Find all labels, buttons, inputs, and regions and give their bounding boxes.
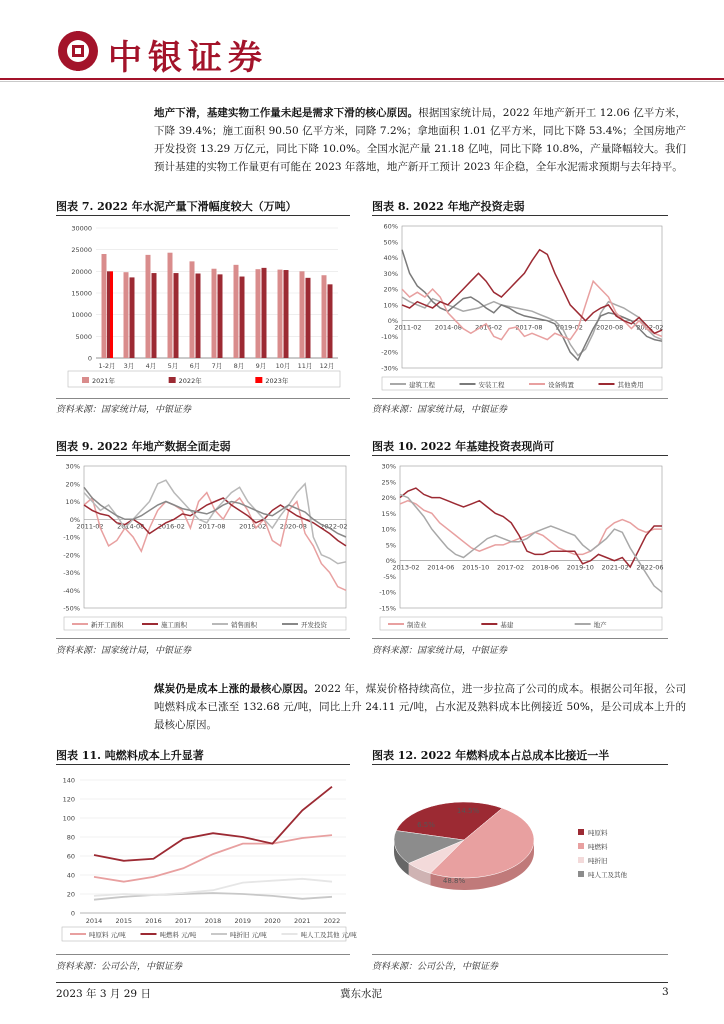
fig10-xtick-label: 2017-02 [496, 563, 525, 572]
fig10-legend-label: 基建 [500, 621, 514, 629]
fig8-legend-label: 安装工程 [478, 381, 505, 389]
fig9-ytick-label: -10% [63, 533, 80, 542]
fig7-xtick-label: 11月 [297, 362, 313, 370]
fig7-bar-2022 [218, 274, 223, 358]
fig7-xtick-label: 5月 [167, 362, 179, 370]
fig10-xtick-label: 2013-02 [392, 563, 420, 572]
fig7-bar-2022 [196, 274, 201, 359]
footer-company: 冀东水泥 [340, 988, 382, 1000]
fig8-ytick-label: -30% [381, 364, 398, 373]
fig7-legend-label: 2021年 [92, 377, 116, 385]
fig10-series-line [400, 494, 662, 592]
fig9-ytick-label: 30% [65, 462, 80, 471]
fig11-title: 图表 11. 吨燃料成本上升显著 [56, 749, 204, 762]
fig9-ytick-label: -20% [63, 551, 80, 560]
fig8-series-line [402, 250, 662, 360]
fig7-legend-swatch [169, 377, 176, 383]
pie-legend-swatch [578, 857, 584, 863]
fig9-ytick-label: 0% [69, 515, 80, 524]
fig10-xtick-label: 2015-10 [462, 563, 490, 572]
fig7-bar-2022 [174, 273, 179, 358]
fig11-ytick-label: 60 [66, 852, 75, 861]
fig12-top-rule [372, 764, 668, 765]
footer-date: 2023 年 3 月 29 日 [56, 988, 151, 1000]
pie-label-depreciation: 6.5% [417, 821, 435, 829]
pie-legend-swatch [578, 829, 584, 835]
fig11-ytick-label: 40 [66, 871, 75, 880]
fig10-xtick-label: 2021-02 [601, 563, 629, 572]
fig11-ytick-label: 140 [62, 776, 75, 785]
pie-legend-label: 吨折旧 [588, 857, 608, 865]
paragraph-coal-cost [154, 680, 686, 734]
fig7-bar-2021 [102, 254, 107, 358]
fig9-series-line [84, 493, 346, 591]
paragraph-real-estate [154, 104, 686, 176]
fig7-bar-2022 [152, 273, 157, 358]
fig11-chart [56, 768, 357, 948]
fig7-legend-swatch [82, 377, 89, 383]
fig11-xtick-label: 2014 [85, 917, 103, 925]
fig10-chart [372, 458, 668, 636]
fig9-top-rule [56, 455, 350, 456]
fig10-ytick-label: 30% [381, 462, 396, 471]
fig8-ytick-label: -20% [381, 348, 398, 357]
fig9-chart [56, 458, 350, 636]
fig9-ytick-label: -30% [63, 569, 80, 577]
header-rule-thin [0, 81, 724, 82]
fig9-xtick-label: 2017-08 [198, 522, 226, 531]
fig8-ytick-label: -10% [381, 332, 398, 341]
footer-page-number: 3 [662, 986, 669, 998]
fig7-ytick-label: 25000 [71, 246, 92, 255]
fig11-source: 资料来源：公司公告，中银证券 [56, 962, 183, 972]
fig7-legend-swatch [255, 377, 262, 383]
fig7-bar-2023 [110, 271, 113, 358]
fig8-ytick-label: 20% [383, 285, 398, 294]
fig11-ytick-label: 0 [70, 909, 75, 918]
pie-legend-label: 吨原料 [588, 829, 608, 837]
fig7-ytick-label: 5000 [75, 332, 92, 341]
fig8-xtick-label: 2020-08 [596, 323, 624, 332]
fig10-ytick-label: -10% [379, 588, 396, 597]
fig9-bottom-rule [56, 638, 350, 639]
fig11-bottom-rule [56, 954, 350, 955]
fig8-source: 资料来源：国家统计局，中银证券 [372, 405, 508, 415]
fig10-series-line [400, 501, 662, 555]
fig10-ytick-label: 20% [381, 494, 396, 503]
fig7-xtick-label: 10月 [275, 362, 291, 370]
fig7-xtick-label: 1-2月 [98, 362, 116, 370]
fig11-xtick-label: 2019 [234, 917, 252, 925]
fig9-ytick-label: 20% [65, 480, 80, 489]
para2-lead: 煤炭仍是成本上涨的最核心原因。 [154, 683, 315, 695]
fig10-ytick-label: -15% [379, 604, 396, 613]
fig8-ytick-label: 0% [387, 317, 398, 326]
fig9-legend-label: 施工面积 [161, 621, 187, 629]
header-rule [0, 78, 724, 80]
fig7-xtick-label: 6月 [189, 362, 201, 370]
fig9-source: 资料来源：国家统计局，中银证券 [56, 646, 192, 656]
fig7-bar-2022 [328, 284, 333, 358]
fig9-title: 图表 9. 2022 年地产数据全面走弱 [56, 440, 231, 453]
fig11-xtick-label: 2020 [264, 917, 281, 925]
fig9-ytick-label: 10% [65, 498, 80, 506]
pie-legend-label: 吨燃料 [588, 843, 608, 851]
fig8-xtick-label: 2022-02 [636, 323, 664, 332]
boc-logo-icon [58, 31, 98, 71]
fig10-xtick-label: 2019-10 [566, 563, 594, 572]
fig11-legend-label: 吨人工及其他 元/吨 [300, 931, 357, 939]
fig7-ytick-label: 15000 [71, 289, 92, 298]
fig11-xtick-label: 2022 [323, 917, 341, 925]
fig12-chart [372, 768, 668, 948]
fig7-bar-2021 [256, 269, 261, 358]
fig8-xtick-label: 2016-02 [475, 323, 503, 332]
fig7-ytick-label: 0 [87, 354, 92, 363]
fig9-xtick-label: 2020-08 [279, 522, 307, 531]
fig7-legend-label: 2022年 [178, 377, 202, 385]
fig7-bar-2021 [234, 265, 239, 358]
fig11-ytick-label: 100 [62, 814, 75, 823]
fig10-title: 图表 10. 2022 年基建投资表现尚可 [372, 440, 555, 453]
fig7-bar-2021 [190, 261, 195, 358]
pie-legend-label: 吨人工及其他 [588, 871, 627, 879]
fig9-xtick-label: 2019-02 [239, 522, 267, 531]
fig10-bottom-rule [372, 638, 668, 639]
fig11-legend-label: 吨燃料 元/吨 [159, 931, 197, 939]
fig7-ytick-label: 20000 [71, 267, 92, 276]
fig7-bar-2021 [168, 253, 173, 358]
fig9-xtick-label: 2016-02 [157, 522, 185, 531]
fig7-bar-2021 [146, 255, 151, 358]
fig7-xtick-label: 8月 [233, 362, 245, 370]
fig9-legend-label: 新开工面积 [91, 621, 124, 629]
fig11-legend-label: 吨原料 元/吨 [89, 931, 126, 939]
fig11-legend-label: 吨折旧 元/吨 [230, 931, 267, 939]
fig10-legend-label: 地产 [593, 621, 607, 629]
fig7-bar-2021 [300, 271, 305, 358]
fig9-xtick-label: 2011-02 [76, 522, 104, 531]
fig10-ytick-label: -5% [383, 572, 396, 581]
fig12-title: 图表 12. 2022 年燃料成本占总成本比接近一半 [372, 749, 610, 762]
fig7-bar-2021 [124, 272, 129, 358]
fig11-xtick-label: 2021 [293, 917, 311, 925]
fig10-ytick-label: 15% [381, 509, 396, 518]
fig10-legend-label: 制造业 [407, 621, 427, 629]
fig8-ytick-label: 40% [383, 254, 398, 263]
pie-legend-swatch [578, 843, 584, 849]
fig8-xtick-label: 2019-02 [555, 323, 583, 332]
fig7-bar-2022 [107, 271, 110, 358]
fig7-top-rule [56, 215, 350, 216]
fig8-legend-label: 设备购置 [548, 381, 574, 389]
fig12-source: 资料来源：公司公告，中银证券 [372, 962, 499, 972]
fig11-ytick-label: 120 [62, 795, 75, 804]
fig11-xtick-label: 2018 [204, 917, 222, 925]
fig7-xtick-label: 4月 [145, 362, 157, 370]
fig7-bar-2022 [130, 277, 135, 358]
fig8-ytick-label: 10% [383, 301, 398, 310]
fig7-ytick-label: 30000 [71, 224, 92, 233]
fig11-series-line [94, 787, 332, 861]
fig11-xtick-label: 2017 [174, 917, 192, 925]
fig8-chart [372, 218, 668, 396]
fig7-xtick-label: 9月 [255, 362, 267, 370]
fig10-series-line [400, 488, 662, 567]
pie-label-fuel: 48.8% [442, 877, 466, 885]
fig10-ytick-label: 25% [381, 478, 396, 487]
para2-body: 2022 年，煤炭价格持续高位，进一步拉高了公司的成本。根据公司年报，公司吨燃料成本已涨至 132.68 元/吨，同比上升 24.11 元/吨，占水泥及熟料成本比例接近 50%，是公司成本上升的最核心原因。 [154, 683, 687, 731]
pie-label-labor: 14.5% [456, 807, 480, 815]
fig7-bar-2022 [262, 268, 267, 358]
fig10-xtick-label: 2022-06 [636, 563, 664, 572]
fig11-top-rule [56, 764, 350, 765]
fig9-ytick-label: -50% [63, 604, 80, 613]
fig8-ytick-label: 30% [383, 269, 398, 278]
para1-body: 根据国家统计局，2022 年地产新开工 12.06 亿平方米，下降 39.4%；施工面积 90.50 亿平方米，同降 7.2%；拿地面积 1.01 亿平方米，同比下降 53.4%；全国房地产开发投资 13.29 万亿元，同比下降 10.0%。全国水泥产量 21.18 亿吨，同比下降 10.8%，产量降幅较大。我们预计基建的实物工作量更有可能在 2023 年落地，地产新开工预计 2023 年企稳，全年水泥需求预期与去年持平。 [154, 107, 687, 173]
fig9-legend-label: 开发投资 [301, 621, 327, 629]
fig10-source: 资料来源：国家统计局，中银证券 [372, 646, 508, 656]
fig7-xtick-label: 3月 [123, 362, 135, 370]
fig8-legend-label: 其他费用 [617, 381, 644, 389]
fig11-xtick-label: 2015 [115, 917, 133, 925]
fig7-ytick-label: 10000 [71, 311, 92, 320]
pie-legend-swatch [578, 871, 584, 877]
footer-rule [56, 982, 668, 983]
fig10-ytick-label: 10% [381, 525, 396, 534]
fig7-bar-2021 [322, 275, 327, 358]
fig8-xtick-label: 2017-08 [515, 323, 543, 332]
fig7-chart [56, 218, 350, 396]
fig8-title: 图表 8. 2022 年地产投资走弱 [372, 200, 525, 213]
fig7-bar-2021 [278, 270, 283, 358]
fig11-ytick-label: 20 [66, 890, 75, 899]
fig10-xtick-label: 2014-06 [427, 563, 455, 572]
para1-lead: 地产下滑，基建实物工作量未起是需求下滑的核心原因。 [154, 107, 419, 119]
fig10-ytick-label: 5% [385, 541, 396, 550]
fig8-legend-label: 建筑工程 [409, 381, 435, 389]
fig9-xtick-label: 2022-02 [320, 522, 348, 531]
fig8-bottom-rule [372, 398, 668, 399]
fig7-title: 图表 7. 2022 年水泥产量下滑幅度较大（万吨） [56, 200, 297, 213]
fig11-ytick-label: 80 [66, 833, 75, 842]
fig7-xtick-label: 7月 [211, 362, 223, 370]
fig8-ytick-label: 50% [383, 238, 398, 247]
fig7-bar-2022 [240, 277, 245, 358]
fig7-legend-label: 2023年 [265, 377, 289, 385]
fig9-ytick-label: -40% [63, 586, 80, 595]
fig8-xtick-label: 2014-08 [434, 323, 462, 332]
fig7-bar-2022 [306, 278, 311, 358]
fig7-xtick-label: 12月 [319, 362, 335, 370]
fig7-bar-2021 [212, 269, 217, 358]
fig7-source: 资料来源：国家统计局，中银证券 [56, 405, 192, 415]
fig10-xtick-label: 2018-06 [531, 563, 560, 572]
fig9-legend-label: 销售面积 [231, 621, 257, 629]
fig7-bar-2022 [284, 270, 289, 358]
fig8-ytick-label: 60% [383, 222, 398, 231]
fig10-top-rule [372, 455, 668, 456]
fig10-ytick-label: 0% [385, 557, 396, 566]
fig7-bottom-rule [56, 398, 350, 399]
fig11-xtick-label: 2016 [145, 917, 162, 925]
fig9-xtick-label: 2014-08 [117, 522, 145, 531]
fig8-top-rule [372, 215, 668, 216]
fig12-bottom-rule [372, 954, 668, 955]
fig8-xtick-label: 2011-02 [394, 323, 422, 332]
brand-title: 中银证券 [108, 38, 268, 78]
